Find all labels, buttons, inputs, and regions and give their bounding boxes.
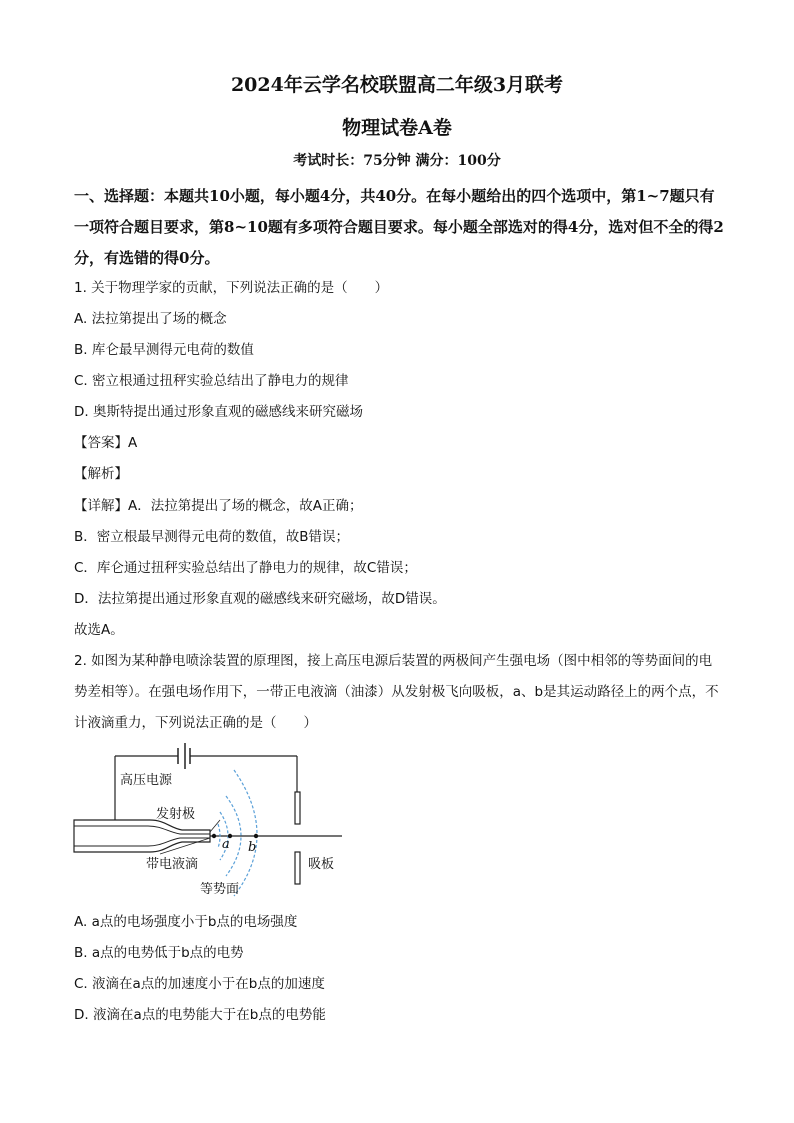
q1-detail-2: B．密立根最早测得元电荷的数值，故B错误；: [74, 529, 350, 545]
q1-stem: 1. 关于物理学家的贡献，下列说法正确的是（ ）: [74, 280, 389, 296]
label-point-a: a: [222, 837, 230, 852]
label-droplet: 带电液滴: [146, 857, 199, 872]
exam-info: 考试时长：75分钟 满分：100分: [293, 153, 501, 169]
plate-lower: [295, 852, 300, 884]
label-equipotential: 等势面: [200, 882, 240, 897]
section-heading: 一、选择题：本题共10小题，每小题4分，共40分。在每小题给出的四个选项中，第1~7题只有一项符合题目要求，第8~10题有多项符合题目要求。每小题全部选对的得4分，选对但不全的得2分，有选错的得0分。: [74, 187, 724, 267]
q2-option-b: B. a点的电势低于b点的电势: [74, 945, 244, 961]
label-point-b: b: [248, 840, 257, 855]
q1-analysis-label: 【解析】: [74, 466, 128, 482]
droplet-dot: [212, 834, 216, 838]
q1-option-b: B. 库仑最早测得元电荷的数值: [74, 342, 254, 358]
emitter-body: [74, 820, 210, 852]
q1-option-a: A. 法拉第提出了场的概念: [74, 311, 227, 327]
q1-option-d: D. 奥斯特提出通过形象直观的磁感线来研究磁场: [74, 404, 363, 420]
q1-detail-3: C．库仑通过扭秤实验总结出了静电力的规律，故C错误；: [74, 560, 417, 576]
point-b-dot: [254, 834, 258, 838]
label-plate: 吸板: [308, 857, 335, 872]
q1-option-c: C. 密立根通过扭秤实验总结出了静电力的规律: [74, 373, 349, 389]
exam-subtitle: 物理试卷A卷: [342, 117, 452, 139]
label-power: 高压电源: [120, 773, 173, 788]
q2-option-d: D. 液滴在a点的电势能大于在b点的电势能: [74, 1007, 326, 1023]
equipotential-4: [234, 770, 257, 896]
exam-title: 2024年云学名校联盟高二年级3月联考: [230, 74, 564, 96]
q2-option-c: C. 液滴在a点的加速度小于在b点的加速度: [74, 976, 325, 992]
q1-detail-1: 【详解】A．法拉第提出了场的概念，故A正确；: [74, 498, 363, 514]
q2-option-a: A. a点的电场强度小于b点的电场强度: [74, 914, 298, 930]
q1-conclusion: 故选A。: [74, 622, 124, 638]
plate-upper: [295, 792, 300, 824]
electrostatic-spray-diagram: [70, 740, 360, 900]
q1-detail-4: D．法拉第提出通过形象直观的磁感线来研究磁场，故D错误。: [74, 591, 446, 607]
label-emitter: 发射极: [156, 807, 196, 822]
q1-answer: 【答案】A: [74, 435, 138, 451]
q2-stem: 2. 如图为某种静电喷涂装置的原理图，接上高压电源后装置的两极间产生强电场（图中相邻的等势面间的电势差相等）。在强电场作用下，一带正电液滴（油漆）从发射极飞向吸板，a、b是其运动路径上的两个点，不计液滴重力，下列说法正确的是（ ）: [74, 653, 719, 731]
